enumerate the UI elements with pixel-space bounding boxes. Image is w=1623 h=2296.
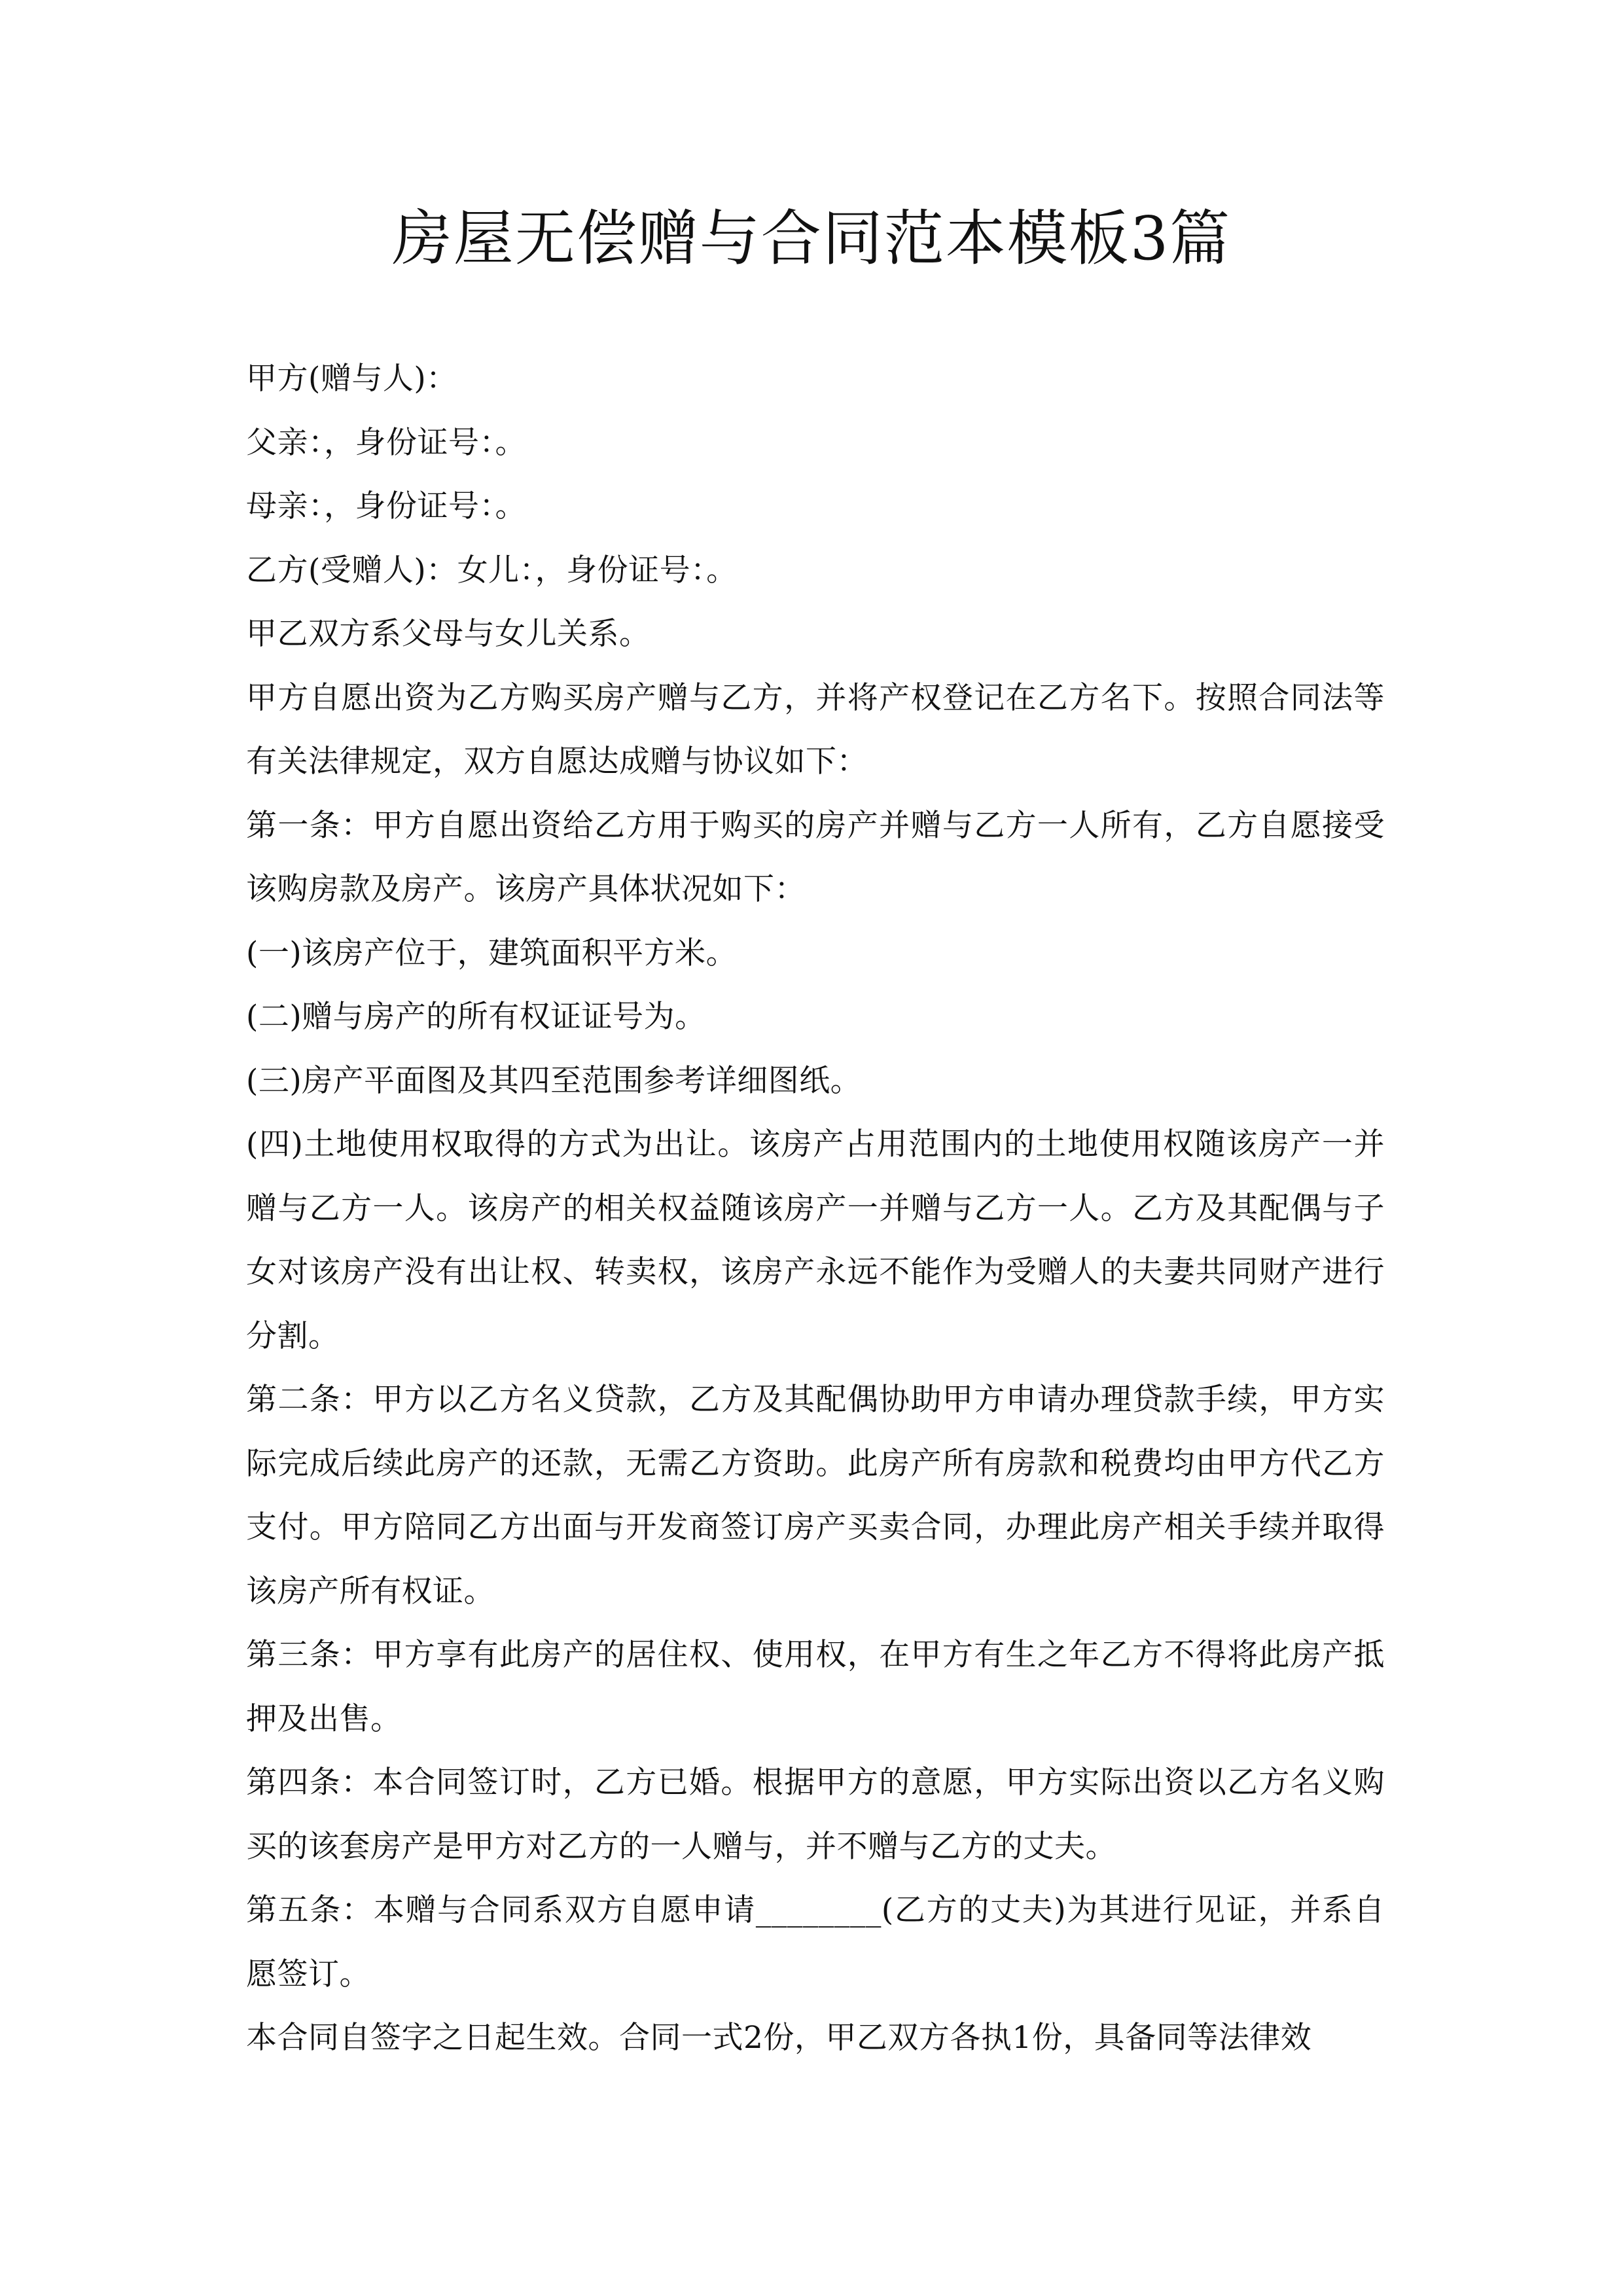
article-1-item-2: (二)赠与房产的所有权证证号为。 bbox=[246, 999, 706, 1035]
party-a-heading: 甲方(赠与人)： bbox=[246, 361, 457, 397]
party-b-line: 乙方(受赠人)：女儿：，身份证号：。 bbox=[246, 552, 738, 588]
article-1-item-3: (三)房产平面图及其四至范围参考详细图纸。 bbox=[246, 1062, 862, 1099]
relationship-line: 甲乙双方系父母与女儿关系。 bbox=[246, 616, 651, 652]
article-3: 第三条：甲方享有此房产的居住权、使用权，在甲方有生之年乙方不得将此房产抵押及出售。 bbox=[246, 1637, 1385, 1737]
effective-clause: 本合同自签字之日起生效。合同一式2份，甲乙双方各执1份，具备同等法律效 bbox=[246, 2020, 1312, 2056]
father-line: 父亲：，身份证号：。 bbox=[246, 424, 526, 461]
document-body bbox=[246, 347, 1385, 2070]
article-5: 第五条：本赠与合同系双方自愿申请________(乙方的丈夫)为其进行见证，并系自愿签订。 bbox=[246, 1892, 1385, 1992]
document-title: 房屋无偿赠与合同范本模板3篇 bbox=[391, 204, 1232, 274]
article-1: 第一条：甲方自愿出资给乙方用于购买的房产并赠与乙方一人所有，乙方自愿接受该购房款及房产。该房产具体状况如下： bbox=[246, 807, 1385, 907]
preamble-paragraph: 甲方自愿出资为乙方购买房产赠与乙方，并将产权登记在乙方名下。按照合同法等有关法律规定，双方自愿达成赠与协议如下： bbox=[246, 679, 1385, 780]
mother-line: 母亲：，身份证号：。 bbox=[246, 488, 526, 524]
article-4: 第四条：本合同签订时，乙方已婚。根据甲方的意愿，甲方实际出资以乙方名义购买的该套房产是甲方对乙方的一人赠与，并不赠与乙方的丈夫。 bbox=[246, 1765, 1385, 1865]
article-1-item-1: (一)该房产位于，建筑面积平方米。 bbox=[246, 935, 738, 971]
article-2: 第二条：甲方以乙方名义贷款，乙方及其配偶协助甲方申请办理贷款手续，甲方实际完成后续此房产的还款，无需乙方资助。此房产所有房款和税费均由甲方代乙方支付。甲方陪同乙方出面与开发商签订房产买卖合同，办理此房产相关手续并取得该房产所有权证。 bbox=[246, 1382, 1385, 1609]
article-1-item-4: (四)土地使用权取得的方式为出让。该房产占用范围内的土地使用权随该房产一并赠与乙方一人。该房产的相关权益随该房产一并赠与乙方一人。乙方及其配偶与子女对该房产没有出让权、转卖权，该房产永远不能作为受赠人的夫妻共同财产进行分割。 bbox=[246, 1126, 1385, 1354]
